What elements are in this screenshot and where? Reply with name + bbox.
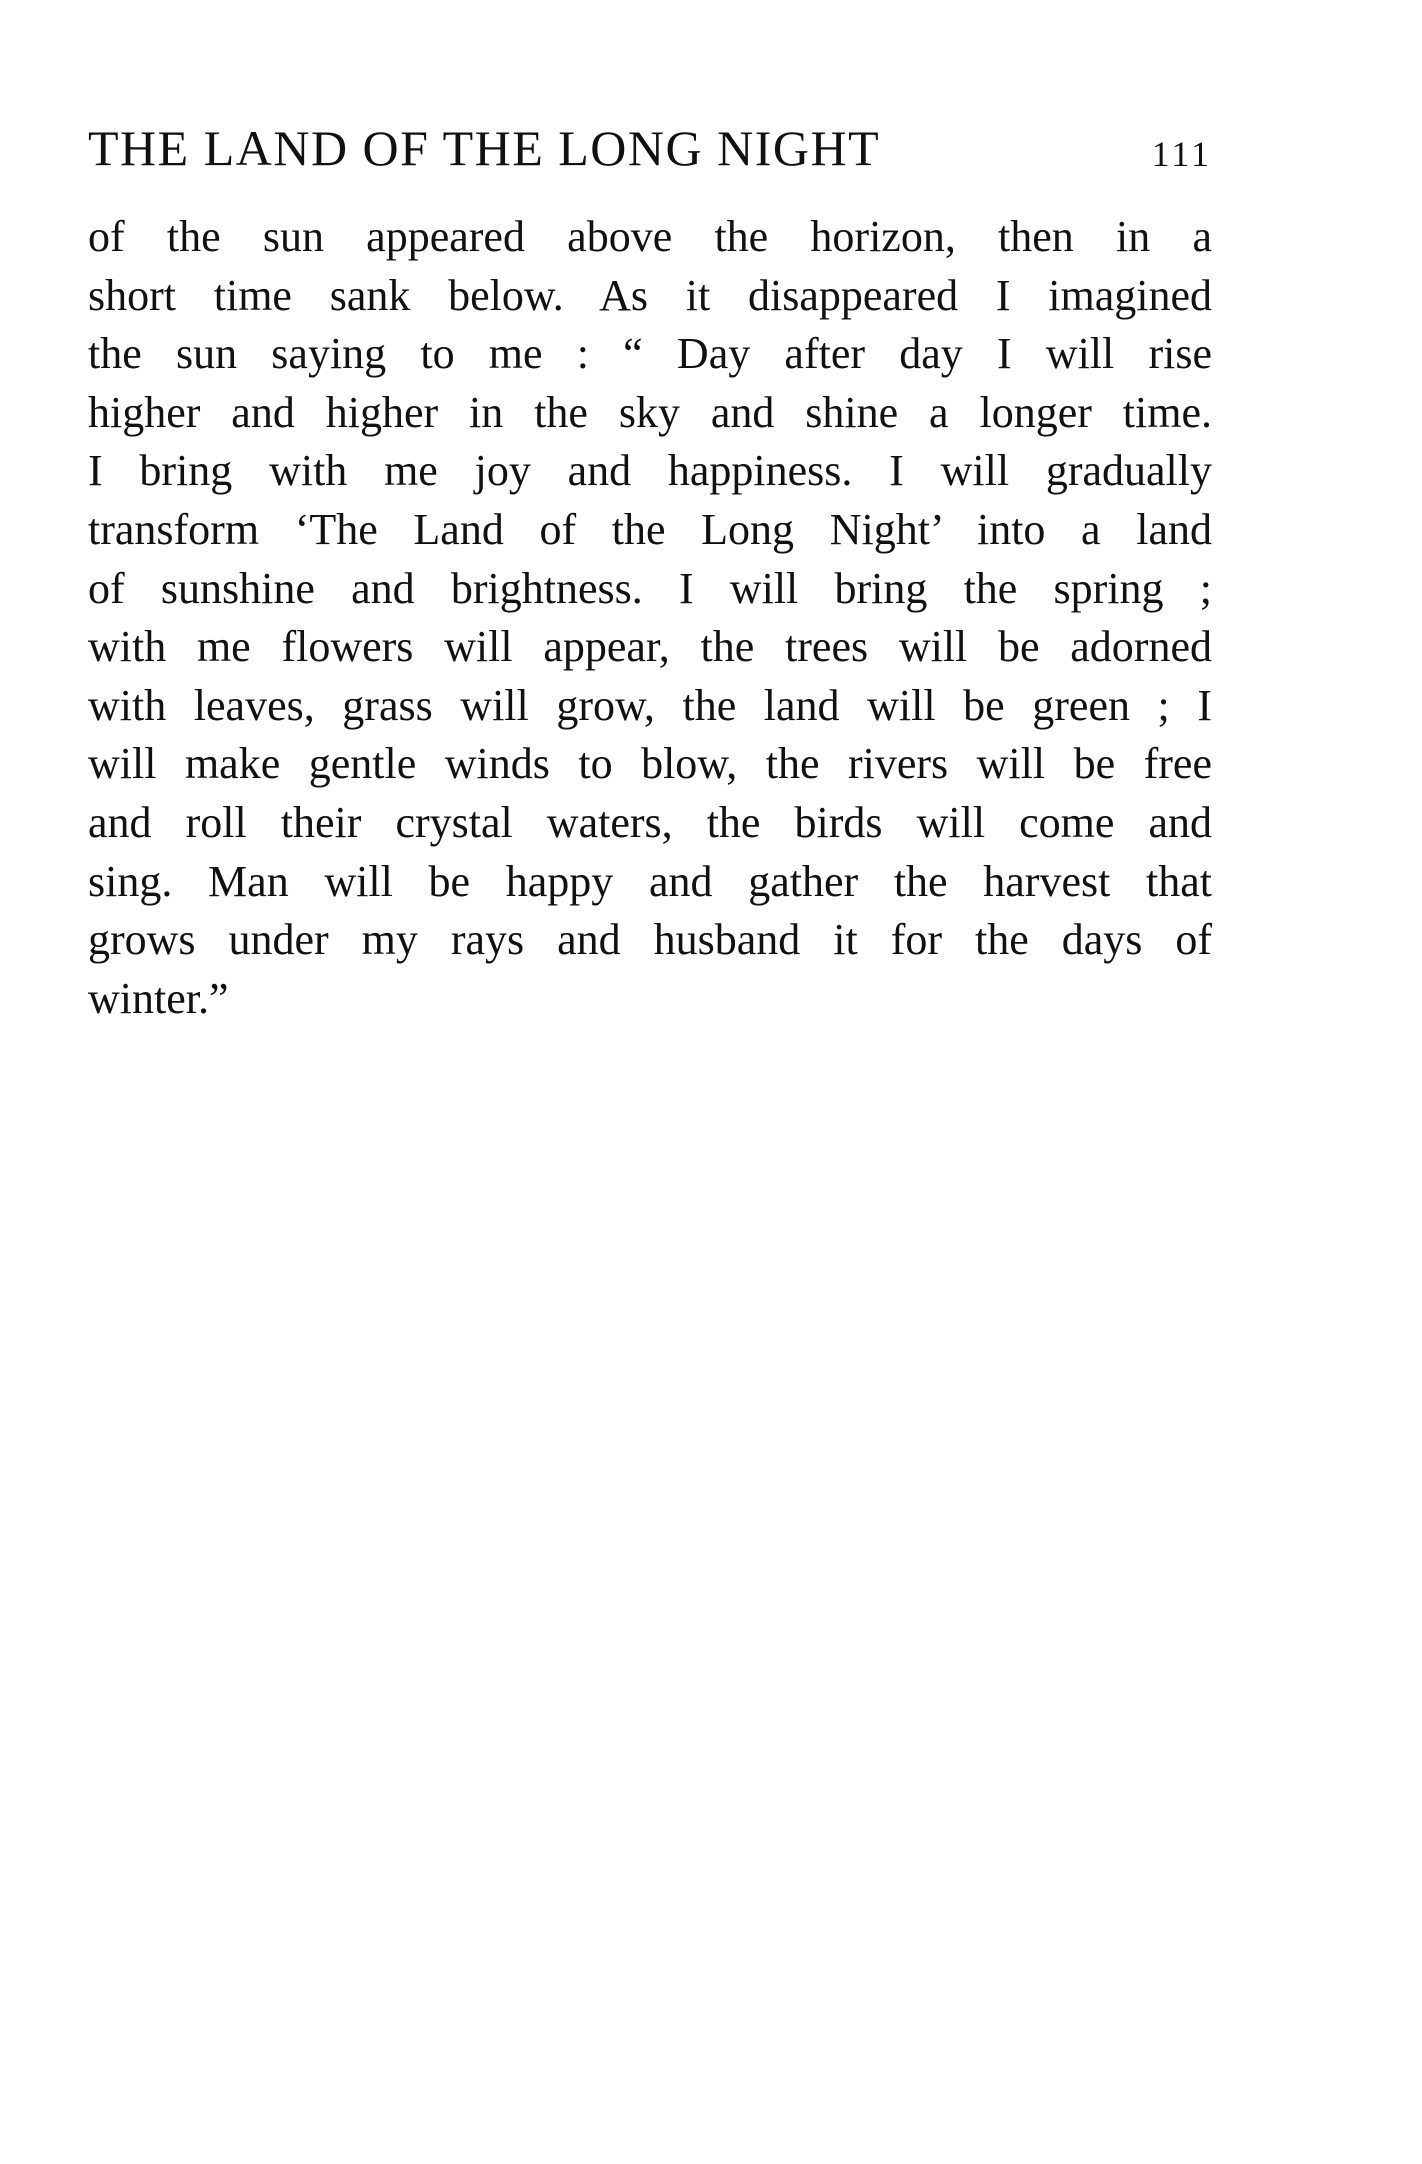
text-line: and roll their crystal waters, the birds will come and	[88, 797, 1212, 847]
text-line: the sun saying to me : “ Day after day I will rise	[88, 329, 1212, 379]
text-line: short time sank below. As it disappeared I imagined	[88, 270, 1212, 320]
page-number: 111	[1151, 134, 1212, 174]
text-line: grows under my rays and husband it for the days of	[88, 915, 1212, 965]
text-line: winter.”	[88, 973, 229, 1023]
running-title: THE LAND OF THE LONG NIGHT	[88, 120, 881, 176]
text-line: of the sun appeared above the horizon, then in a	[88, 212, 1212, 261]
text-line: will make gentle winds to blow, the rivers will be free	[88, 739, 1212, 789]
running-head	[88, 118, 1212, 178]
text-line: of sunshine and brightness. I will bring the spring ;	[88, 563, 1212, 613]
text-line: sing. Man will be happy and gather the harvest that	[88, 856, 1212, 906]
text-line: with me flowers will appear, the trees will be adorned	[88, 622, 1212, 672]
text-line: I bring with me joy and happiness. I will gradually	[88, 446, 1212, 496]
text-line: transform ‘The Land of the Long Night’ into a land	[88, 504, 1212, 554]
text-line: higher and higher in the sky and shine a longer time.	[88, 387, 1212, 437]
body-paragraph	[88, 208, 1212, 1028]
text-line: with leaves, grass will grow, the land will be green ; I	[88, 680, 1212, 730]
